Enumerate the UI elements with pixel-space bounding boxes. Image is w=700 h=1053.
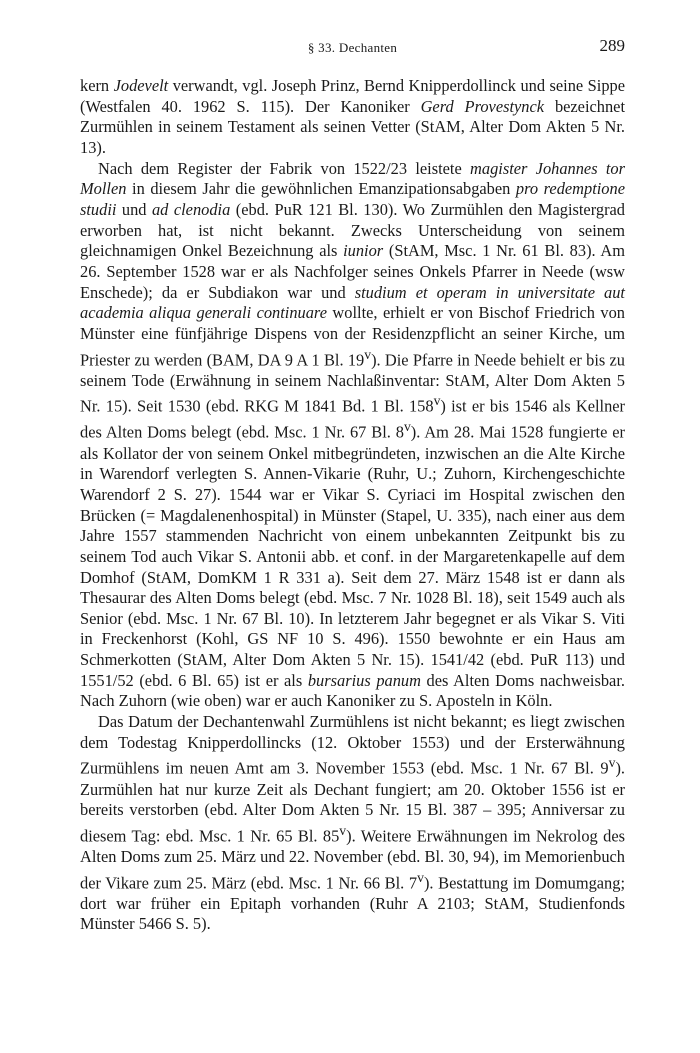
body-text (80, 76, 625, 935)
running-head: § 33. Dechanten (307, 40, 398, 55)
page-header (80, 36, 625, 60)
paragraph-3: Das Datum der Dechantenwahl Zurmühlens ist nicht bekannt; es liegt zwischen dem Todestag Knipperdollincks (12. Oktober 1553) und der Ersterwähnung Zurmühlens im neuen Amt am 3. November 1553 (ebd. Msc. 1 Nr. 67 Bl. 9$^v$). Zurmühlen hat nur kurze Zeit als Dechant fungiert; am 20. Oktober 1556 ist er bereits verstorben (ebd. Alter Dom Akten 5 Nr. 15 Bl. 387 – 395; Anniversar zu diesem Tag: ebd. Msc. 1 Nr. 65 Bl. 85$^v$). Weitere Erwähnungen im Nekrolog des Alten Doms zum 25. März und 22. November (ebd. Bl. 30, 94), im Memorienbuch der Vikare zum 25. März (ebd. Msc. 1 Nr. 66 Bl. 7$^v$). Bestattung im Domumgang; dort war früher ein Epitaph vorhanden (Ruhr A 2103; StAM, Studienfonds Münster 5466 S. 5). (80, 712, 625, 934)
paragraph-1: kern Jodevelt verwandt, vgl. Joseph Prinz, Bernd Knipperdollinck und seine Sippe (Westfalen 40. 1962 S. 115). Der Kanoniker Gerd Provestynck bezeichnet Zurmühlen in seinem Testament als seinen Vetter (StAM, Alter Dom Akten 5 Nr. 13). (80, 76, 626, 157)
paragraph-2: Nach dem Register der Fabrik von 1522/23 leistete magister Johannes tor Mollen in diesem Jahr die gewöhnlichen Emanzipationsabgaben pro redemptione studii und ad clenodia (ebd. PuR 121 Bl. 130). Wo Zurmühlen den Magistergrad erworben hat, ist nicht bekannt. Zwecks Unterscheidung von seinem gleichnamigen Onkel Bezeichnung als iunior (StAM, Msc. 1 Nr. 61 Bl. 83). Am 26. September 1528 war er als Nachfolger seines Onkels Pfarrer in Neede (wsw Enschede); da er Subdiakon war und studium et operam in universitate aut academia aliqua generali continuare wollte, erhielt er von Bischof Friedrich von Münster eine fünfjährige Dispens von der Residenzpflicht an seiner Kirche, um Priester zu werden (BAM, DA 9 A 1 Bl. 19$^v$). Die Pfarre in Neede behielt er bis zu seinem Tode (Erwähnung in seinem Nachlaßinventar: StAM, Alter Dom Akten 5 Nr. 15). Seit 1530 (ebd. RKG M 1841 Bd. 1 Bl. 158$^v$) ist er bis 1546 als Kellner des Alten Doms belegt (ebd. Msc. 1 Nr. 67 Bl. 8$^v$). Am 28. Mai 1528 fungierte er als Kollator der von seinem Onkel mitbegründeten, inzwischen an die Alte Kirche in Warendorf verlegten S. Annen-Vikarie (Ruhr, U.; Zuhorn, Kirchengeschichte Warendorf 2 S. 27). 1544 war er Vikar S. Cyriaci im Hospital zwischen den Brücken (= Magdalenenhospital) in Münster (Stapel, U. 335), nach einer aus dem Jahre 1557 stammenden Nachricht von einem unbekannten Zeitpunkt bis zu seinem Tod auch Vikar S. Antonii abb. et conf. in der Margaretenkapelle auf dem Domhof (StAM, DomKM 1 R 331 a). Seit dem 27. März 1548 ist er dann als Thesaurar des Alten Doms belegt (ebd. Msc. 7 Nr. 1028 Bl. 18), seit 1549 auch als Senior (ebd. Msc. 1 Nr. 67 Bl. 10). In letzterem Jahr begegnet er als Vikar S. Viti in Freckenhorst (Kohl, GS NF 10 S. 496). 1550 bewohnte er ein Haus am Schmerkotten (StAM, Alter Dom Akten 5 Nr. 15). 1541/42 (ebd. PuR 113) und 1551/52 (ebd. 6 Bl. 65) ist er als bursarius panum des Alten Doms nachweisbar. Nach Zuhorn (wie oben) war er auch Kanoniker zu S. Aposteln in Köln. (80, 158, 626, 711)
page-number: 289 (599, 36, 625, 55)
